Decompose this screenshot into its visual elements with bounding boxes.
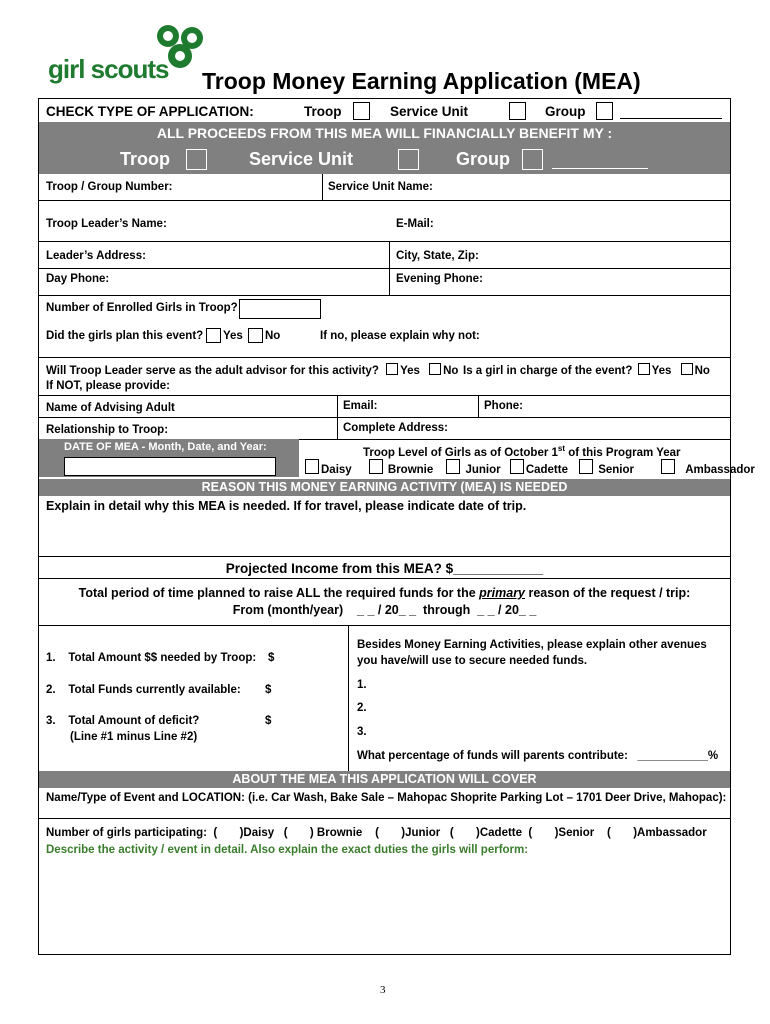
- proceeds-group-line[interactable]: [552, 168, 648, 169]
- check-type-group-label: Group: [545, 104, 586, 119]
- funds-item1-dollar: $: [268, 652, 275, 664]
- girl-scouts-logo: [48, 24, 208, 90]
- city-state-zip-label: City, State, Zip:: [396, 250, 479, 262]
- check-type-troop-label: Troop: [304, 104, 342, 119]
- check-type-service-unit-checkbox[interactable]: [509, 102, 526, 120]
- level-senior-checkbox[interactable]: [579, 459, 593, 474]
- girl-in-charge-yes-checkbox[interactable]: [638, 363, 650, 375]
- level-senior-label: Senior: [598, 464, 634, 476]
- level-brownie-checkbox[interactable]: [369, 459, 383, 474]
- girls-plan-yes-checkbox[interactable]: [206, 328, 221, 343]
- check-type-group-checkbox[interactable]: [596, 102, 613, 120]
- troop-level-options: [305, 459, 755, 476]
- troop-group-number-label: Troop / Group Number:: [46, 181, 173, 193]
- page-number: 3: [380, 984, 386, 996]
- leader-advisor-yes-checkbox[interactable]: [386, 363, 398, 375]
- level-junior-checkbox[interactable]: [446, 459, 460, 474]
- proceeds-troop-label: Troop: [120, 149, 170, 169]
- enrolled-girls-label: Number of Enrolled Girls in Troop?: [46, 302, 238, 314]
- troop-level-heading: Troop Level of Girls as of October 1st of this Program Year: [363, 444, 681, 459]
- email-label: E-Mail:: [396, 218, 434, 230]
- level-daisy-checkbox[interactable]: [305, 459, 319, 474]
- proceeds-troop-checkbox[interactable]: [186, 149, 207, 170]
- level-daisy-label: Daisy: [321, 464, 352, 476]
- girl-in-charge-no-label: No: [694, 365, 710, 377]
- girls-plan-yes-label: Yes: [223, 330, 243, 342]
- advising-email-label: Email:: [343, 400, 378, 412]
- event-name-location-label: Name/Type of Event and LOCATION: (i.e. Car Wash, Bake Sale – Mahopac Shoprite Parking Lot – 1701 Deer Drive, Mahopac):: [46, 792, 727, 804]
- leader-advisor-label: Will Troop Leader serve as the adult advisor for this activity?: [46, 365, 379, 377]
- parents-percentage-label: What percentage of funds will parents contribute: ___________%: [357, 750, 719, 762]
- complete-address-label: Complete Address:: [343, 422, 449, 434]
- level-cadette-label: Cadette: [525, 464, 568, 476]
- day-phone-label: Day Phone:: [46, 273, 110, 285]
- avenue-2-label: 2.: [357, 702, 367, 714]
- period-line2: From (month/year) _ _ / 20_ _ through _ _ / 20_ _: [232, 603, 537, 617]
- reason-explain-label: Explain in detail why this MEA is needed. If for travel, please indicate date of trip.: [46, 499, 527, 513]
- describe-activity-label: Describe the activity / event in detail. Also explain the exact duties the girls will perform:: [46, 844, 529, 856]
- level-junior-label: Junior: [465, 464, 501, 476]
- leader-address-label: Leader’s Address:: [46, 250, 146, 262]
- besides-label: Besides Money Earning Activities, please explain other avenues you have/will use to secure needed funds.: [357, 639, 707, 667]
- check-type-group-line[interactable]: [620, 118, 722, 119]
- proceeds-group-label: Group: [456, 149, 510, 169]
- girls-plan-no-checkbox[interactable]: [248, 328, 263, 343]
- enrolled-girls-input[interactable]: [239, 299, 321, 319]
- funds-item2-label: 2. Total Funds currently available:: [46, 684, 241, 696]
- leader-advisor-question: [46, 363, 458, 377]
- if-no-label: If no, please explain why not:: [320, 330, 480, 342]
- funds-item1-label: 1. Total Amount $$ needed by Troop:: [46, 652, 257, 664]
- relationship-label: Relationship to Troop:: [46, 424, 169, 436]
- reason-heading: REASON THIS MONEY EARNING ACTIVITY (MEA) IS NEEDED: [201, 480, 568, 494]
- level-cadette-checkbox[interactable]: [510, 459, 524, 474]
- level-ambassador-checkbox[interactable]: [661, 459, 675, 474]
- about-heading: ABOUT THE MEA THIS APPLICATION WILL COVER: [232, 772, 537, 786]
- level-brownie-label: Brownie: [387, 464, 434, 476]
- proceeds-service-unit-label: Service Unit: [249, 149, 354, 169]
- page-title: Troop Money Earning Application (MEA): [202, 68, 641, 94]
- funds-item3-dollar: $: [265, 715, 272, 727]
- proceeds-group-checkbox[interactable]: [522, 149, 543, 170]
- evening-phone-label: Evening Phone:: [396, 273, 483, 285]
- proceeds-heading: ALL PROCEEDS FROM THIS MEA WILL FINANCIALLY BENEFIT MY :: [156, 125, 613, 141]
- date-mea-input[interactable]: [64, 457, 276, 476]
- service-unit-name-label: Service Unit Name:: [328, 181, 433, 193]
- troop-leader-name-label: Troop Leader’s Name:: [46, 218, 167, 230]
- period-line1: Total period of time planned to raise ALL the required funds for the primary reason of the request / trip:: [78, 586, 691, 600]
- logo-text: girl scouts: [48, 54, 169, 84]
- advising-adult-label: Name of Advising Adult: [46, 402, 175, 414]
- if-not-label: If NOT, please provide:: [46, 380, 170, 392]
- advising-phone-label: Phone:: [484, 400, 523, 412]
- avenue-3-label: 3.: [357, 726, 367, 738]
- leader-advisor-yes-label: Yes: [400, 365, 420, 377]
- date-mea-label: DATE OF MEA - Month, Date, and Year:: [64, 441, 267, 453]
- level-ambassador-label: Ambassador: [685, 464, 755, 476]
- girls-plan-no-label: No: [265, 330, 281, 342]
- proceeds-service-unit-checkbox[interactable]: [398, 149, 419, 170]
- girls-participating-label: Number of girls participating: ( )Daisy ( ) Brownie ( )Junior ( )Cadette ( )Senior ( )Ambassador: [46, 827, 707, 839]
- projected-income-label: Projected Income from this MEA? $____________: [225, 561, 544, 576]
- girl-in-charge-no-checkbox[interactable]: [681, 363, 693, 375]
- check-type-troop-checkbox[interactable]: [353, 102, 370, 120]
- girls-plan-label: Did the girls plan this event?: [46, 330, 204, 342]
- check-type-label: CHECK TYPE OF APPLICATION:: [46, 104, 254, 119]
- funds-item2-dollar: $: [265, 684, 272, 696]
- leader-advisor-no-checkbox[interactable]: [429, 363, 441, 375]
- avenue-1-label: 1.: [357, 679, 367, 691]
- leader-advisor-no-label: No: [443, 365, 459, 377]
- girl-in-charge-question: [463, 363, 710, 377]
- check-type-service-unit-label: Service Unit: [390, 104, 469, 119]
- girl-in-charge-label: Is a girl in charge of the event?: [463, 365, 633, 377]
- funds-item3-note: (Line #1 minus Line #2): [70, 731, 198, 743]
- girl-in-charge-yes-label: Yes: [651, 365, 672, 377]
- funds-item3-label: 3. Total Amount of deficit?: [46, 715, 200, 727]
